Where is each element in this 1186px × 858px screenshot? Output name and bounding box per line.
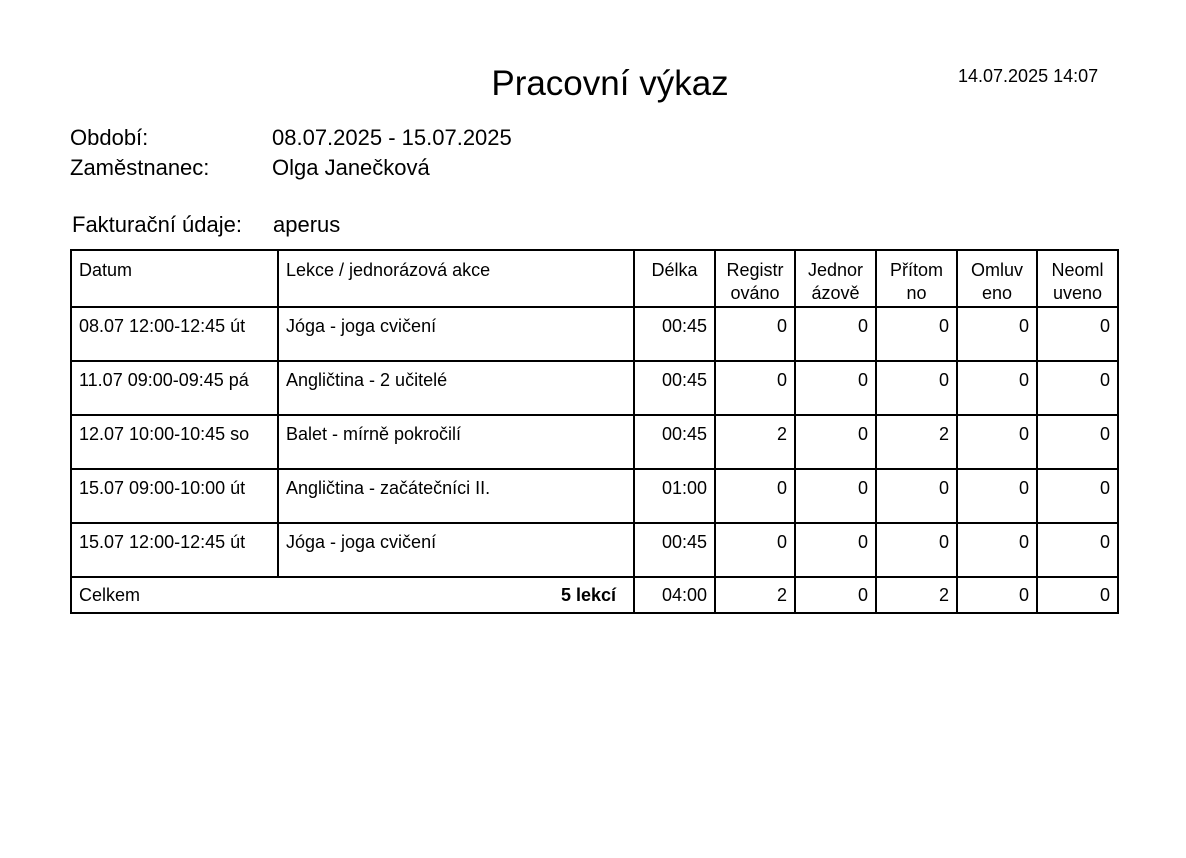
cell-registered: 2 bbox=[715, 415, 795, 469]
totals-excused: 0 bbox=[957, 577, 1037, 613]
cell-length: 00:45 bbox=[634, 361, 715, 415]
totals-unexcused: 0 bbox=[1037, 577, 1118, 613]
cell-oneoff: 0 bbox=[795, 523, 876, 577]
cell-lesson: Angličtina - začátečníci II. bbox=[278, 469, 634, 523]
column-header-registered: Registr ováno bbox=[715, 250, 795, 307]
totals-oneoff: 0 bbox=[795, 577, 876, 613]
period-value: 08.07.2025 - 15.07.2025 bbox=[272, 125, 512, 150]
cell-registered: 0 bbox=[715, 523, 795, 577]
page-title: Pracovní výkaz bbox=[491, 64, 729, 103]
column-header-lesson: Lekce / jednorázová akce bbox=[278, 250, 634, 307]
totals-length: 04:00 bbox=[634, 577, 715, 613]
cell-length: 00:45 bbox=[634, 523, 715, 577]
employee-value: Olga Janečková bbox=[272, 155, 430, 180]
cell-date: 15.07 09:00-10:00 út bbox=[71, 469, 278, 523]
column-header-unexcused: Neoml uveno bbox=[1037, 250, 1118, 307]
totals-lesson-count: 5 lekcí bbox=[560, 585, 616, 605]
cell-excused: 0 bbox=[957, 469, 1037, 523]
cell-present: 0 bbox=[876, 361, 957, 415]
table-row bbox=[71, 415, 1118, 469]
work-report-table bbox=[70, 249, 1119, 614]
column-header-present: Přítom no bbox=[876, 250, 957, 307]
cell-excused: 0 bbox=[957, 523, 1037, 577]
cell-present: 0 bbox=[876, 307, 957, 361]
column-header-date: Datum bbox=[71, 250, 278, 307]
cell-present: 0 bbox=[876, 469, 957, 523]
cell-present: 0 bbox=[876, 523, 957, 577]
cell-oneoff: 0 bbox=[795, 361, 876, 415]
totals-present: 2 bbox=[876, 577, 957, 613]
column-header-excused: Omluv eno bbox=[957, 250, 1037, 307]
cell-oneoff: 0 bbox=[795, 469, 876, 523]
cell-oneoff: 0 bbox=[795, 415, 876, 469]
table-row bbox=[71, 523, 1118, 577]
table-row bbox=[71, 469, 1118, 523]
totals-registered: 2 bbox=[715, 577, 795, 613]
column-header-length: Délka bbox=[634, 250, 715, 307]
table-row bbox=[71, 307, 1118, 361]
cell-unexcused: 0 bbox=[1037, 361, 1118, 415]
cell-length: 00:45 bbox=[634, 415, 715, 469]
cell-lesson: Jóga - joga cvičení bbox=[278, 307, 634, 361]
totals-label-cell bbox=[71, 577, 634, 613]
employee-label: Zaměstnanec: bbox=[70, 155, 210, 180]
cell-registered: 0 bbox=[715, 307, 795, 361]
cell-present: 2 bbox=[876, 415, 957, 469]
cell-oneoff: 0 bbox=[795, 307, 876, 361]
cell-lesson: Angličtina - 2 učitelé bbox=[278, 361, 634, 415]
cell-lesson: Balet - mírně pokročilí bbox=[278, 415, 634, 469]
cell-length: 01:00 bbox=[634, 469, 715, 523]
cell-unexcused: 0 bbox=[1037, 307, 1118, 361]
cell-excused: 0 bbox=[957, 415, 1037, 469]
cell-unexcused: 0 bbox=[1037, 523, 1118, 577]
cell-excused: 0 bbox=[957, 361, 1037, 415]
cell-date: 12.07 10:00-10:45 so bbox=[71, 415, 278, 469]
cell-registered: 0 bbox=[715, 361, 795, 415]
billing-label: Fakturační údaje: bbox=[72, 212, 242, 237]
cell-unexcused: 0 bbox=[1037, 469, 1118, 523]
billing-row bbox=[72, 212, 341, 238]
cell-length: 00:45 bbox=[634, 307, 715, 361]
period-label: Období: bbox=[70, 125, 149, 150]
column-header-oneoff: Jednor ázově bbox=[795, 250, 876, 307]
cell-date: 08.07 12:00-12:45 út bbox=[71, 307, 278, 361]
billing-value: aperus bbox=[273, 212, 341, 237]
cell-date: 11.07 09:00-09:45 pá bbox=[71, 361, 278, 415]
totals-row bbox=[71, 577, 1118, 613]
totals-label: Celkem bbox=[79, 585, 141, 605]
table-header-row bbox=[71, 250, 1118, 307]
cell-excused: 0 bbox=[957, 307, 1037, 361]
cell-registered: 0 bbox=[715, 469, 795, 523]
cell-date: 15.07 12:00-12:45 út bbox=[71, 523, 278, 577]
table-row bbox=[71, 361, 1118, 415]
cell-lesson: Jóga - joga cvičení bbox=[278, 523, 634, 577]
cell-unexcused: 0 bbox=[1037, 415, 1118, 469]
print-timestamp: 14.07.2025 14:07 bbox=[958, 66, 1099, 86]
